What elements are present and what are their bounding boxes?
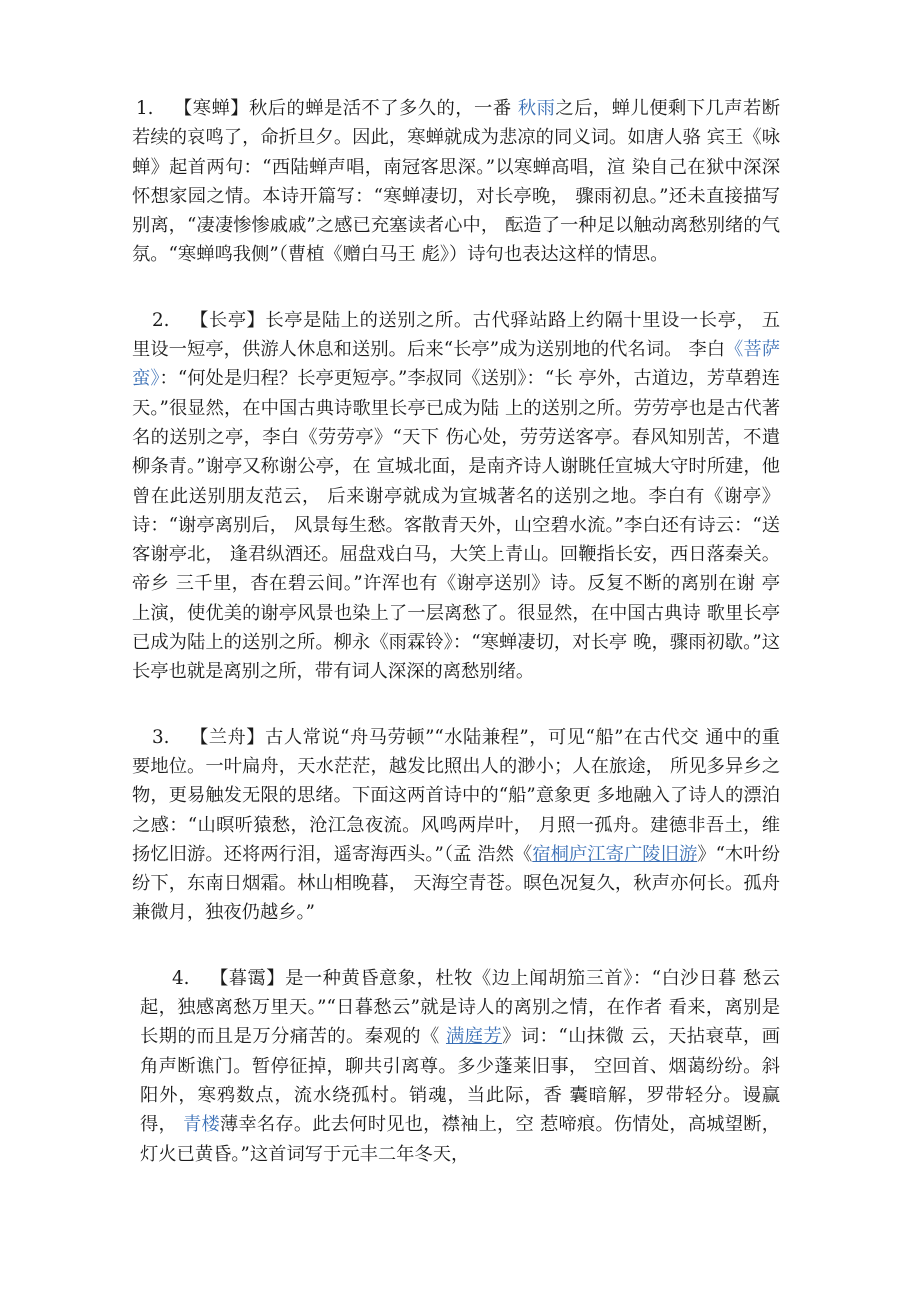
paragraph-number: 3. (152, 726, 170, 748)
paragraph-text: 薄幸名存。此去何时见也，襟袖上，空 惹啼痕。伤情处，高城望断，灯火已黄昏。”这首词写于元丰二年冬天， (140, 1114, 781, 1165)
link-pusaman[interactable]: 《菩萨蛮》 (132, 339, 780, 390)
paragraph-number: 1. (136, 98, 154, 119)
paragraph-text: ：“何处是归程？长亭更短亭。”李叔同《送别》：“长 亭外，古道边，芳草碧连天。”很显然，在中国古典诗歌里长亭已成为陆 上的送别之所。劳劳亭也是古代著名的送别之亭，李白《劳劳亭》“天下 伤心处，劳劳送客亭。春风知别苦，不遣柳条青。”谢亭又称谢公亭，在 宣城北面，是南齐诗人谢眺任宣城大守时所建，他曾在此送别朋友范云， 后来谢亭就成为宣城著名的送别之地。李白有《谢亭》诗：“谢亭离别后， 风景每生愁。客散青天外，山空碧水流。”李白还有诗云：“送客谢亭北， 逢君纵酒还。屈盘戏白马，大笑上青山。回鞭指长安，西日落秦关。帝乡 三千里，杳在碧云间。”许浑也有《谢亭送别》诗。反复不断的离别在谢 亭上演，使优美的谢亭风景也染上了一层离愁了。很显然，在中国古典诗 歌里长亭已成为陆上的送别之所。柳永《雨霖铃》：“寒蝉凄切，对长亭 晚，骤雨初歇。”这长亭也就是离别之所，带有词人深深的离愁别绪。 (132, 368, 780, 683)
paragraph-number: 4. (172, 967, 190, 989)
paragraph-text: 【暮霭】是一种黄昏意象，杜牧《边上闻胡笳三首》：“白沙日暮 愁云起，独感离愁万里天。”“日暮愁云”就是诗人的离别之情，在作者 看来，离别是长期的而且是万分痛苦的。秦观的《 (140, 967, 780, 1048)
paragraph-text: 【长亭】长亭是陆上的送别之所。古代驿站路上约隔十里设一长亭， 五里设一短亭，供游人休息和送别。后来“长亭”成为送别地的代名词。 李白 (132, 309, 780, 361)
link-mantingfang[interactable]: 满庭芳 (445, 1026, 503, 1048)
link-qinglou[interactable]: 青楼 (182, 1114, 220, 1136)
paragraph-1 (132, 94, 780, 270)
paragraph-number: 2. (152, 309, 170, 331)
paragraph-text: 》词：“山抹微 云，天拈衰草，画角声断谯门。暂停征掉，聊共引离尊。多少蓬莱旧事， 空回首、烟蔼纷纷。斜阳外，寒鸦数点，流水绕孤村。销魂，当此际，香 囊暗解，罗带轻分。谩赢得， (140, 1026, 780, 1136)
paragraph-3 (132, 723, 780, 928)
paragraph-2 (132, 306, 780, 687)
paragraph-text: 》“木叶纷纷下，东南日烟霜。林山相晚暮， 天海空青苍。暝色况复久，秋声亦何长。孤舟兼微月，独夜仍越乡。” (132, 843, 780, 924)
paragraph-text: 【兰舟】古人常说“舟马劳顿”“水陆兼程”，可见“船”在古代交 通中的重要地位。一叶扁舟，天水茫茫，越发比照出人的渺小；人在旅途， 所见多异乡之物，更易触发无限的思绪。下面这两首诗中的“船”意象更 多地融入了诗人的漂泊之感：“山暝听猿愁，沧江急夜流。风鸣两岸叶， 月照一孤舟。建德非吾土，维扬忆旧游。还将两行泪，遥寄海西头。”（孟 浩然《 (132, 726, 780, 865)
paragraph-text: 之后，蝉儿便剩下几声若断若续的哀鸣了，命折旦夕。因此，寒蝉就成为悲凉的同义词。如唐人骆 宾王《咏蝉》起首两句：“西陆蝉声唱，南冠客思深。”以寒蝉高唱，渲 染自己在狱中深深怀想家园之情。本诗开篇写：“寒蝉凄切，对长亭晚， 骤雨初息。”还未直接描写别离，“凄凄惨惨戚戚”之感已充塞读者心中， 酝造了一种足以触动离愁别绪的气氛。“寒蝉鸣我侧”（曹植《赠白马王 彪》）诗句也表达这样的情思。 (132, 98, 781, 266)
link-qiuyu[interactable]: 秋雨 (517, 98, 556, 119)
link-sutonglu[interactable]: 宿桐庐江寄广陵旧游 (532, 843, 698, 865)
paragraph-text: 【寒蝉】秋后的蝉是活不了多久的，一番 (173, 98, 518, 119)
paragraph-4 (132, 964, 780, 1169)
